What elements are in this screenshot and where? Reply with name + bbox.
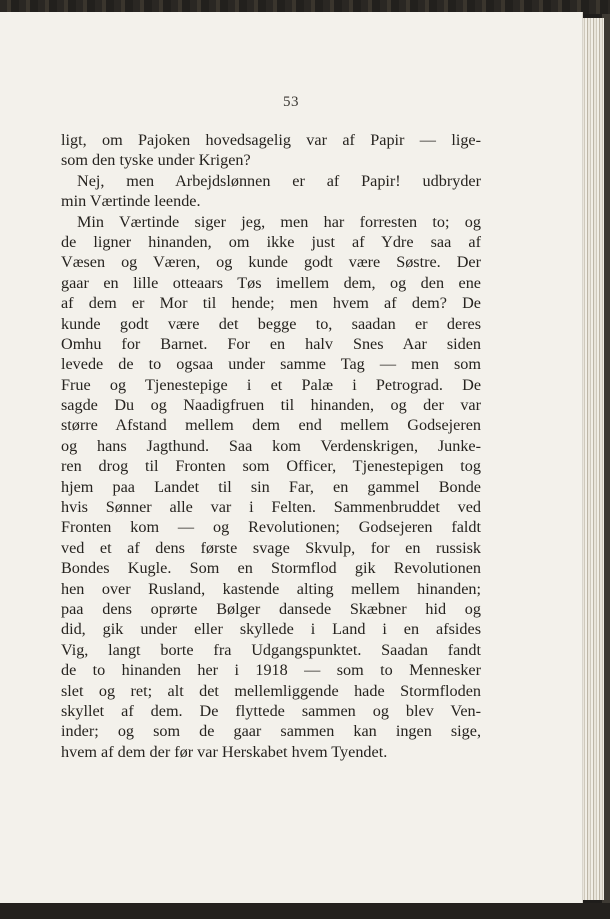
text-line: og hans Jagthund. Saa kom Verdenskrigen, Junke- xyxy=(61,436,481,455)
page-paper xyxy=(0,12,583,905)
text-line: hen over Rusland, kastende alting mellem hinanden; xyxy=(61,579,481,598)
book-bottom-edge xyxy=(0,903,610,919)
text-line: slet og ret; alt det mellemliggende hade Stormfloden xyxy=(61,681,481,700)
text-line: Bondes Kugle. Som en Stormflod gik Revolutionen xyxy=(61,559,481,578)
text-line: levede de to ogsaa under samme Tag — men som xyxy=(61,355,481,374)
text-line: Fronten kom — og Revolutionen; Godsejeren faldt xyxy=(61,518,481,537)
text-line: ligt, om Pajoken hovedsagelig var af Papir — lige- xyxy=(61,131,481,149)
text-line: paa dens oprørte Bølger dansede Skæbner hid og xyxy=(61,599,481,618)
text-line: hvem af dem der før var Herskabet hvem Tyendet. xyxy=(61,742,388,761)
text-line: hvis Sønner alle var i Felten. Sammenbruddet ved xyxy=(61,498,481,517)
text-line: ren drog til Fronten som Officer, Tjenestepigen tog xyxy=(61,457,481,476)
text-line: af dem er Mor til hende; men hvem af dem? De xyxy=(61,294,481,313)
text-line: Frue og Tjenestepige i et Palæ i Petrograd. De xyxy=(61,375,481,394)
text-line: Væsen og Væren, og kunde godt være Søstre. Der xyxy=(61,253,481,272)
text-line: Nej, men Arbejdslønnen er af Papir! udbryder xyxy=(77,171,481,190)
text-line: ved et af dens første svage Skvulp, for en russisk xyxy=(61,538,481,557)
text-line: hjem paa Landet til sin Far, en gammel Bonde xyxy=(61,477,481,496)
text-line: did, gik under eller skyllede i Land i en afsides xyxy=(61,620,481,639)
text-line: de to hinanden her i 1918 — som to Mennesker xyxy=(61,661,481,680)
body-text xyxy=(61,130,481,762)
text-line: gaar en lille otteaars Tøs imellem dem, og den ene xyxy=(61,273,481,292)
text-line: større Afstand mellem dem end mellem Godsejeren xyxy=(61,416,481,435)
text-line: de ligner hinanden, om ikke just af Ydre saa af xyxy=(61,232,481,251)
text-line: skyllet af dem. De flyttede sammen og blev Ven- xyxy=(61,701,481,720)
page-number: 53 xyxy=(283,94,299,110)
text-line: inder; og som de gaar sammen kan ingen sige, xyxy=(61,722,481,741)
text-line: Omhu for Barnet. For en halv Snes Aar siden xyxy=(61,334,481,353)
text-line: Min Værtinde siger jeg, men har forresten to; og xyxy=(77,212,481,231)
text-line: som den tyske under Krigen? xyxy=(61,151,251,170)
text-line: kunde godt være det begge to, saadan er deres xyxy=(61,314,481,333)
text-line: min Værtinde leende. xyxy=(61,192,201,211)
text-line: Vig, langt borte fra Udgangspunktet. Saadan fandt xyxy=(61,640,481,659)
text-line: sagde Du og Naadigfruen til hinanden, og der var xyxy=(61,396,481,415)
page-stack-edge xyxy=(582,18,604,900)
